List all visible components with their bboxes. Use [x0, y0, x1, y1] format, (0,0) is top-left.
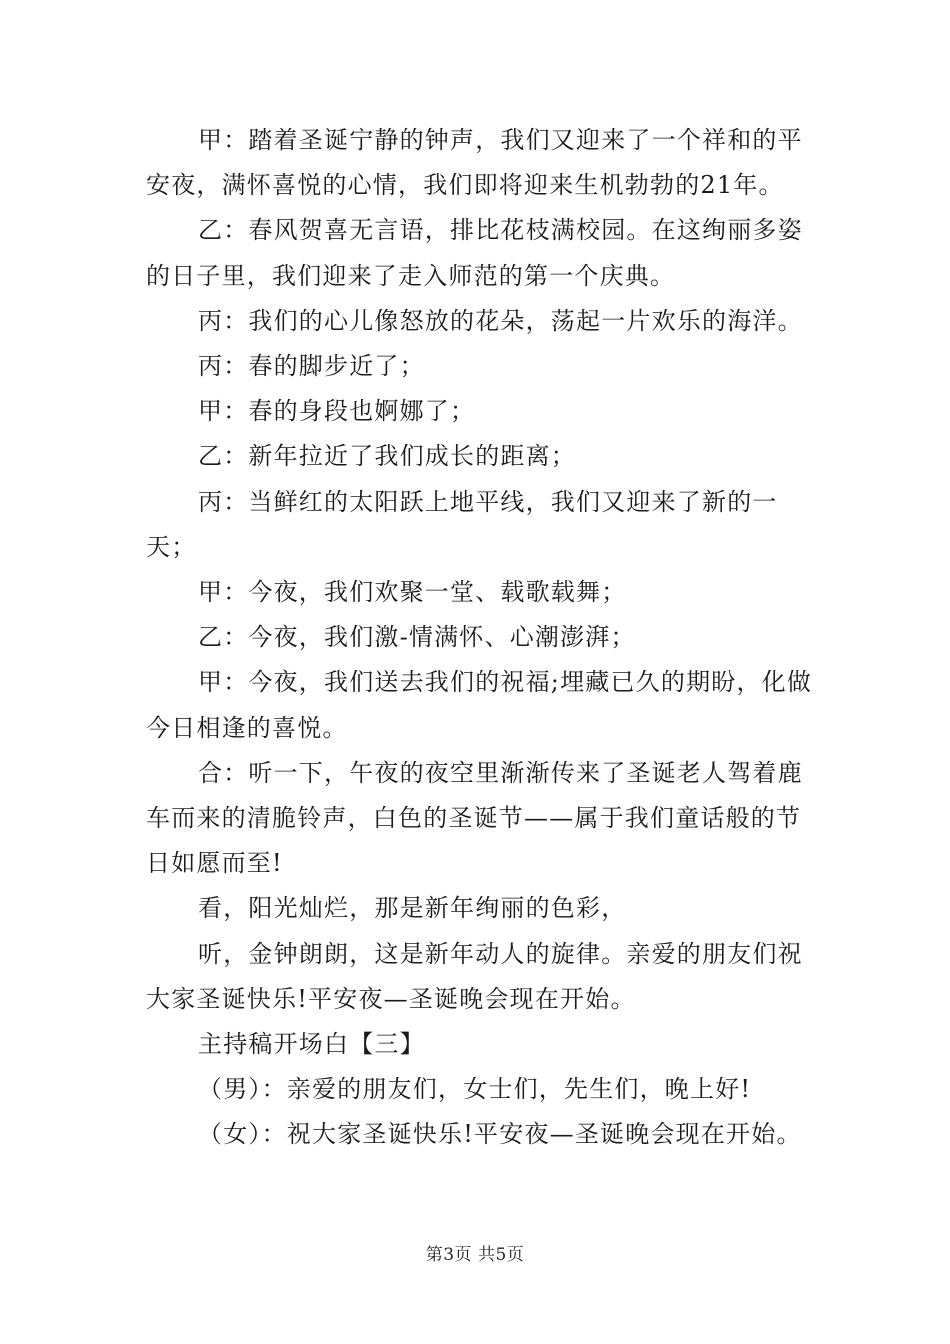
page-number: 第3页 共5页 — [425, 1245, 525, 1265]
document-body — [146, 118, 816, 1158]
paragraph: 乙：今夜，我们激-情满怀、心潮澎湃； — [198, 623, 636, 652]
paragraph: 乙：新年拉近了我们成长的距离； — [198, 442, 576, 471]
paragraph: 丙：当鲜红的太阳跃上地平线，我们又迎来了新的一天； — [146, 487, 778, 561]
paragraph: （女）：祝大家圣诞快乐!平安夜—圣诞晚会现在开始。 — [198, 1120, 802, 1149]
paragraph: 乙：春风贺喜无言语，排比花枝满校园。在这绚丽多姿的日子里，我们迎来了走入师范的第一个庆典。 — [146, 216, 803, 290]
paragraph: 看，阳光灿烂，那是新年绚丽的色彩， — [198, 894, 627, 923]
paragraph: 甲：春的身段也婀娜了； — [198, 397, 476, 426]
paragraph: 甲：踏着圣诞宁静的钟声，我们又迎来了一个祥和的平安夜，满怀喜悦的心情，我们即将迎来生机勃勃的21年。 — [146, 126, 803, 200]
paragraph: 合：听一下，午夜的夜空里渐渐传来了圣诞老人驾着鹿车而来的清脆铃声，白色的圣诞节——属于我们童话般的节日如愿而至! — [146, 758, 803, 878]
paragraph: 甲：今夜，我们欢聚一堂、载歌载舞； — [198, 578, 627, 607]
paragraph: （男）：亲爱的朋友们，女士们，先生们，晚上好! — [198, 1075, 752, 1104]
paragraph: 听，金钟朗朗，这是新年动人的旋律。亲爱的朋友们祝大家圣诞快乐!平安夜—圣诞晚会现在开始。 — [146, 939, 803, 1013]
paragraph: 丙：我们的心儿像怒放的花朵，荡起一片欢乐的海洋。 — [198, 306, 803, 335]
paragraph: 甲：今夜，我们送去我们的祝福;埋藏已久的期盼，化做今日相逢的喜悦。 — [146, 668, 813, 742]
paragraph: 丙：春的脚步近了； — [198, 352, 425, 381]
section-heading: 主持稿开场白【三】 — [198, 1030, 425, 1059]
